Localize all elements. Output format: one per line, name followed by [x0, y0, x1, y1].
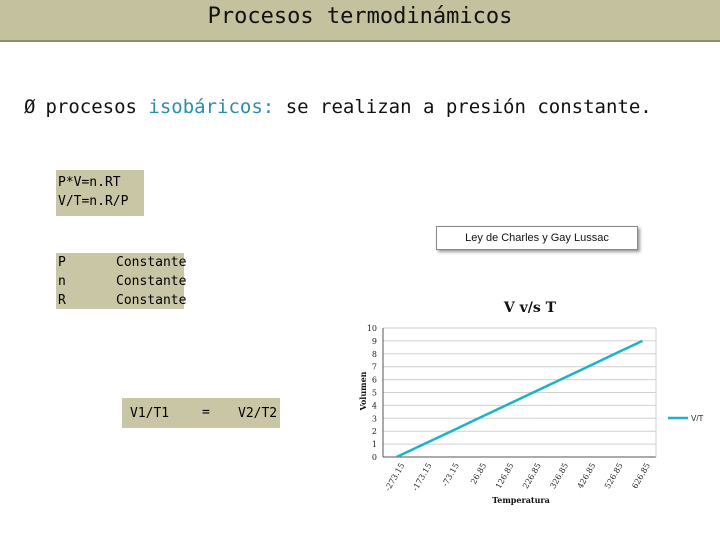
y-tick-label: 0 — [371, 453, 377, 462]
bullet-highlight: isobáricos: — [148, 96, 275, 118]
x-tick-label: 26.85 — [469, 461, 489, 486]
constant-value: Constante — [116, 274, 187, 289]
y-axis-label: Volumen — [358, 371, 368, 411]
x-tick-label: 426.85 — [575, 461, 598, 491]
ratio-right: V2/T2 — [238, 406, 278, 421]
y-tick-label: 5 — [371, 388, 377, 398]
x-tick-label: -73.15 — [440, 461, 461, 489]
constant-value: Constante — [116, 293, 187, 308]
y-tick-label: 7 — [371, 362, 377, 372]
constant-var: n — [58, 274, 66, 289]
x-tick-label: 326.85 — [548, 461, 571, 491]
y-tick-label: 9 — [371, 336, 377, 346]
constant-var: R — [58, 293, 66, 308]
constant-value: Constante — [116, 255, 187, 270]
x-axis-label: Temperatura — [492, 495, 550, 505]
y-tick-label: 10 — [366, 324, 377, 333]
bullet-arrow-icon: Ø — [24, 96, 36, 118]
x-tick-label: 126.85 — [493, 461, 516, 491]
y-tick-label: 8 — [371, 349, 377, 359]
law-banner: Ley de Charles y Gay Lussac — [436, 226, 638, 250]
y-tick-label: 3 — [371, 414, 377, 424]
series-line — [397, 341, 643, 457]
x-tick-label: 526.85 — [602, 461, 625, 491]
bullet-prefix: procesos — [45, 96, 149, 118]
formula-ideal-gas: P*V=n.RT — [58, 175, 121, 190]
ratio-equals: = — [202, 405, 210, 420]
y-tick-label: 1 — [371, 440, 377, 450]
x-tick-label: -173.15 — [410, 461, 434, 493]
legend-label: V/T — [691, 414, 704, 423]
formula-ratio: V/T=n.R/P — [58, 194, 129, 209]
y-tick-label: 4 — [371, 401, 377, 411]
ratio-left: V1/T1 — [130, 406, 170, 421]
bullet-suffix: se realizan a presión constante. — [274, 96, 652, 118]
x-tick-label: 626.85 — [630, 461, 653, 491]
y-tick-label: 6 — [371, 375, 377, 385]
y-tick-label: 2 — [371, 427, 377, 437]
constant-var: P — [58, 255, 66, 270]
chart-title: V v/s T — [503, 300, 557, 316]
x-tick-label: 226.85 — [521, 461, 543, 491]
page-title: Procesos termodinámicos — [207, 4, 513, 29]
x-tick-label: -273.15 — [383, 461, 407, 493]
